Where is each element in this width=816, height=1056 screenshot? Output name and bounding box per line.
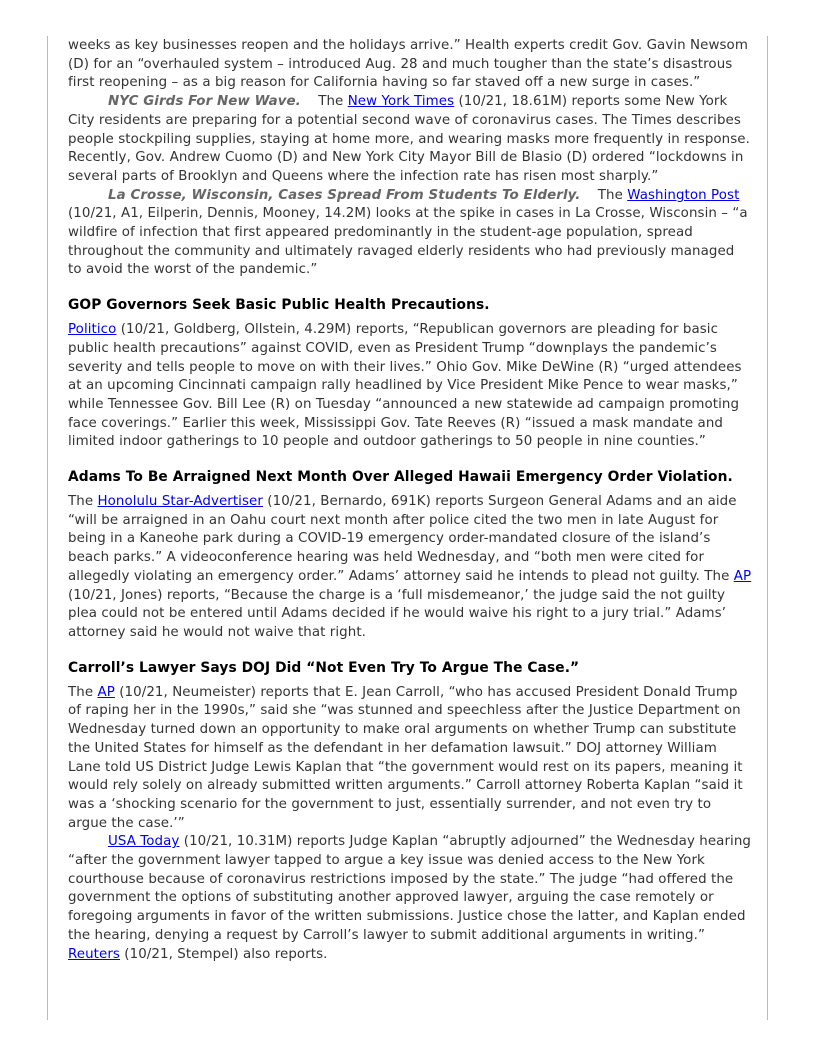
paragraph-adams: The Honolulu Star-Advertiser (10/21, Bernardo, 691K) reports Surgeon General Adams and an aide “will be arraigned in an Oahu court next month after police cited the two men in late August for being in a Kaneohe park during a COVID-19 emergency order-mandated closure of the island’s beach parks.” A videoconference hearing was held Wednesday, and “both men were cited for allegedly violating an emergency order.” Adams’ attorney said he intends to plead not guilty. The AP (10/21, Jones) reports, “Because the charge is a ‘full misdemeanor,’ the judge said the not guilty plea could not be entered until Adams decided if he would waive his right to a jury trial.” Adams’ attorney said he would not waive that right. xyxy=(68,494,752,640)
link-ap-neumeister[interactable]: AP xyxy=(97,684,115,700)
link-reuters[interactable]: Reuters xyxy=(68,946,120,962)
paragraph-la-crosse: La Crosse, Wisconsin, Cases Spread From Students To Elderly. The Washington Post (10/21, A1, Eilperin, Dennis, Mooney, 14.2M) looks at the spike in cases in La Crosse, Wisconsin – “a wildfire of infection that first appeared predominantly in the student-age population, spread throughout the community and ultimately ravaged elderly residents who had previously managed to avoid the worst of the pandemic.” xyxy=(68,187,748,278)
paragraph-carroll-usa-today: USA Today (10/21, 10.31M) reports Judge Kaplan “abruptly adjourned” the Wednesday hearing “after the government lawyer tapped to argue a key issue was denied access to the New York courthouse because of coronavirus restrictions imposed by the state.” The judge “had offered the government the options of substituting another approved lawyer, arguing the case remotely or foregoing arguments in favor of the written submissions. Justice chose the latter, and Kaplan ended the hearing, denying a request by Carroll’s lawyer to submit additional arguments in writing.” Reuters (10/21, Stempel) also reports. xyxy=(68,834,751,962)
link-politico[interactable]: Politico xyxy=(68,322,117,338)
heading-adams-arraigned: Adams To Be Arraigned Next Month Over Alleged Hawaii Emergency Order Violation. xyxy=(68,469,733,486)
subhead-nyc: NYC Girds For New Wave. xyxy=(108,94,301,110)
link-new-york-times[interactable]: New York Times xyxy=(347,94,455,110)
link-usa-today[interactable]: USA Today xyxy=(108,834,180,850)
paragraph-california-continued: weeks as key businesses reopen and the holidays arrive.” Health experts credit Gov. Gavin Newsom (D) for an “overhauled system – introduced Aug. 28 and much tougher than the state’s disastrous first reopening – as a big reason for California having so far staved off a new surge in cases.” xyxy=(68,38,748,91)
heading-carroll-lawyer: Carroll’s Lawyer Says DOJ Did “Not Even Try To Argue The Case.” xyxy=(68,659,580,676)
left-border xyxy=(47,36,48,1020)
heading-gop-governors: GOP Governors Seek Basic Public Health Precautions. xyxy=(68,297,490,314)
right-border xyxy=(767,36,768,1020)
paragraph-carroll-ap: The AP (10/21, Neumeister) reports that E. Jean Carroll, “who has accused President Donald Trump of raping her in the 1990s,” said she “was stunned and speechless after the Justice Department on Wednesday turned down an opportunity to make oral arguments on whether Trump can substitute the United States for himself as the defendant in her defamation lawsuit.” DOJ attorney William Lane told US District Judge Lewis Kaplan that “the government would rest on its papers, meaning it would rely solely on already submitted written arguments.” Carroll attorney Roberta Kaplan “said it was a ‘shocking scenario for the government to just, essentially surrender, and not even try to argue the case.’” xyxy=(68,684,743,831)
link-honolulu-star-advertiser[interactable]: Honolulu Star-Advertiser xyxy=(97,494,263,510)
document-body xyxy=(68,37,752,964)
paragraph-gop-governors: Politico (10/21, Goldberg, Ollstein, 4.29M) reports, “Republican governors are pleading for basic public health precautions” against COVID, even as President Trump “downplays the pandemic’s severity and tells people to move on with their lives.” Ohio Gov. Mike DeWine (R) “urged attendees at an upcoming Cincinnati campaign rally headlined by Vice President Mike Pence to wear masks,” while Tennessee Gov. Bill Lee (R) on Tuesday “announced a new statewide ad campaign promoting face coverings.” Earlier this week, Mississippi Gov. Tate Reeves (R) “issued a mask mandate and limited indoor gatherings to 10 people and outdoor gatherings to 50 people in nine counties.” xyxy=(68,322,742,450)
link-washington-post[interactable]: Washington Post xyxy=(627,187,740,203)
paragraph-nyc: NYC Girds For New Wave. The New York Times (10/21, 18.61M) reports some New York City residents are preparing for a potential second wave of coronavirus cases. The Times describes people stockpiling supplies, staying at home more, and wearing masks more frequently in response. Recently, Gov. Andrew Cuomo (D) and New York City Mayor Bill de Blasio (D) ordered “lockdowns in several parts of Brooklyn and Queens where the infection rate has risen most sharply.” xyxy=(68,94,750,184)
link-ap-jones[interactable]: AP xyxy=(733,568,752,584)
subhead-la-crosse: La Crosse, Wisconsin, Cases Spread From Students To Elderly. xyxy=(108,187,581,203)
